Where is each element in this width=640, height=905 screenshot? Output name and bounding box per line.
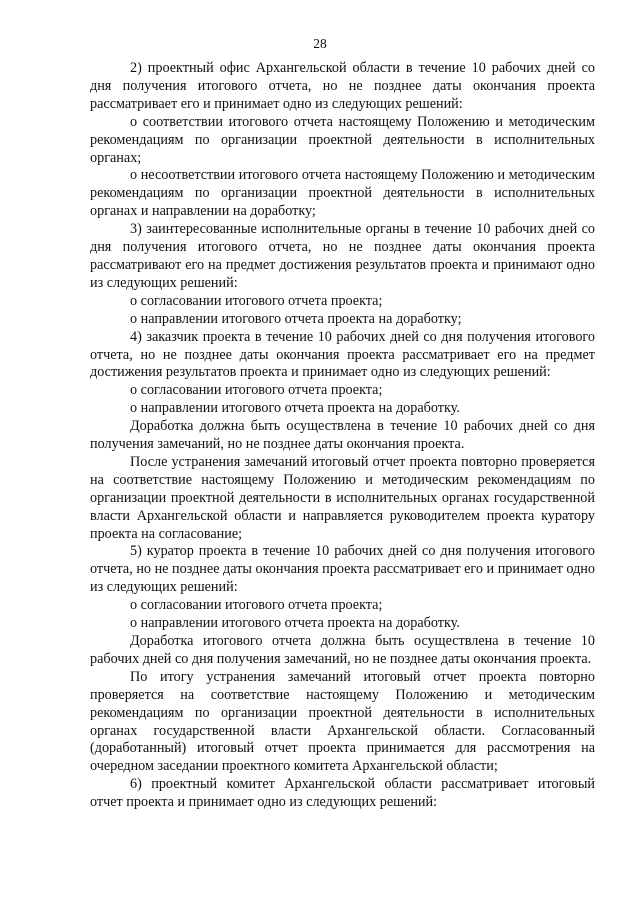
paragraph: 2) проектный офис Архангельской области в течение 10 рабочих дней со дня получения итогового отчета, но не позднее даты окончания проекта рассматривает его и принимает одно из следующих решений: [90, 60, 595, 112]
paragraph: о направлении итогового отчета проекта на доработку. [130, 400, 460, 417]
paragraph: Доработка итогового отчета должна быть осуществлена в течение 10 рабочих дней со дня получения замечаний, но не позднее даты окончания проекта. [90, 633, 595, 667]
paragraph: Доработка должна быть осуществлена в течение 10 рабочих дней со дня получения замечаний, но не позднее даты окончания проекта. [90, 418, 595, 453]
paragraph: По итогу устранения замечаний итоговый отчет проекта повторно проверяется на соответствие настоящему Положению и методическим рекомендациям по организации проектной деятельности в исполнительных органах государственной власти Архангельской области. Согласованный (доработанный) итоговый отчет проекта принимается для рассмотрения на очередном заседании проектного комитета Архангельской области; [90, 668, 595, 775]
paragraph: о несоответствии итогового отчета настоящему Положению и методическим рекомендациям по организации проектной деятельности в исполнительных органах и направлении на доработку; [90, 167, 595, 220]
paragraph: 6) проектный комитет Архангельской области рассматривает итоговый отчет проекта и принимает одно из следующих решений: [90, 776, 595, 811]
paragraph: о направлении итогового отчета проекта на доработку; [130, 310, 462, 327]
paragraph: о согласовании итогового отчета проекта; [130, 382, 383, 399]
document-body [90, 60, 595, 812]
paragraph: После устранения замечаний итоговый отчет проекта повторно проверяется на соответствие настоящему Положению и методическим рекомендациям по организации проектной деятельности в исполнительных органах государственной власти Архангельской области и направляется руководителем проекта куратору проекта на согласование; [90, 453, 595, 542]
paragraph: 3) заинтересованные исполнительные органы в течение 10 рабочих дней со дня получения итогового отчета, но не позднее даты окончания проекта рассматривают его на предмет достижения результатов проекта и принимают одно из следующих решений: [90, 221, 595, 291]
paragraph: о согласовании итогового отчета проекта; [130, 292, 383, 309]
paragraph: 5) куратор проекта в течение 10 рабочих дней со дня получения итогового отчета, но не позднее даты окончания проекта рассматривает его и принимает одно из следующих решений: [90, 543, 595, 596]
paragraph: 4) заказчик проекта в течение 10 рабочих дней со дня получения итогового отчета, но не позднее даты окончания проекта рассматривает его на предмет достижения результатов проекта и принимает одно из следующих решений: [90, 328, 595, 381]
page-number: 28 [313, 36, 327, 51]
paragraph: о согласовании итогового отчета проекта; [130, 597, 383, 614]
paragraph: о направлении итогового отчета проекта на доработку. [130, 615, 460, 632]
paragraph: о соответствии итогового отчета настоящему Положению и методическим рекомендациям по организации проектной деятельности в исполнительных органах; [90, 113, 595, 166]
